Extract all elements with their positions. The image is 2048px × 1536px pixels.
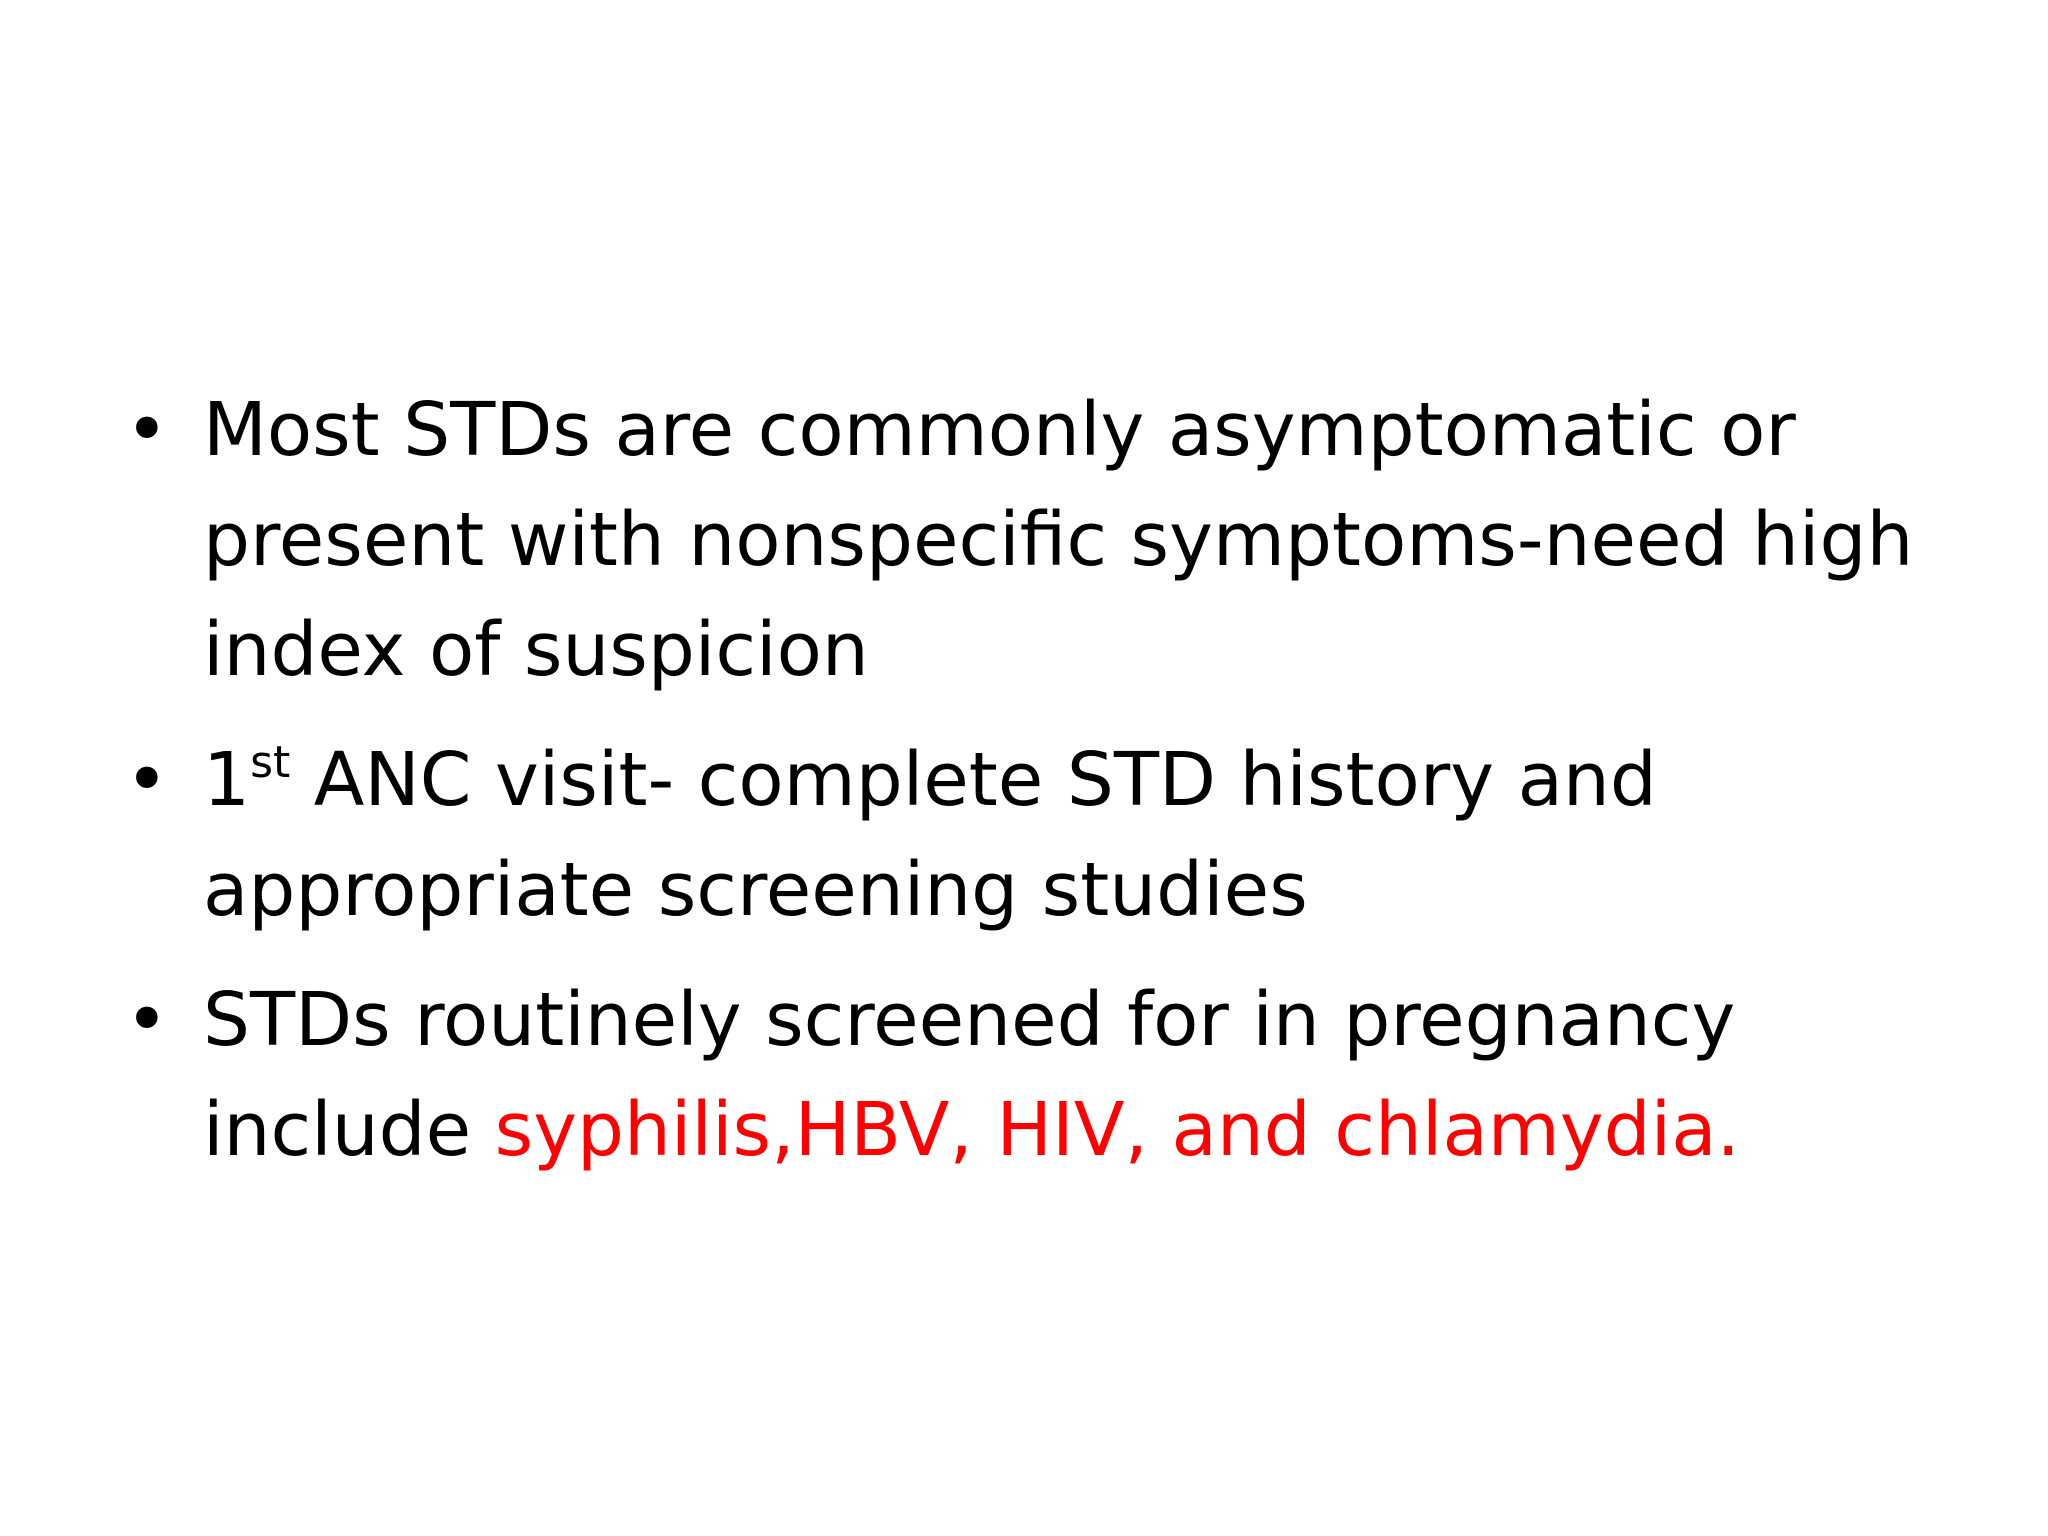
bullet-item bbox=[125, 725, 1975, 945]
bullet-list bbox=[125, 375, 1975, 1205]
bullet-prefix: 1 bbox=[203, 737, 251, 823]
bullet-text: Most STDs are commonly asymptomatic or present with nonspecific symptoms-need high index of suspicion bbox=[203, 387, 1914, 693]
bullet-superscript: st bbox=[250, 737, 291, 788]
bullet-dot-icon: • bbox=[125, 387, 169, 473]
bullet-dot-icon: • bbox=[125, 977, 169, 1063]
highlighted-text: syphilis,HBV, HIV, and chlamydia. bbox=[494, 1087, 1741, 1173]
bullet-text: ANC visit- complete STD history and appropriate screening studies bbox=[203, 737, 1657, 933]
bullet-item bbox=[125, 965, 1975, 1185]
bullet-dot-icon: • bbox=[125, 737, 169, 823]
bullet-text: STDs routinely screened for in pregnancy include bbox=[203, 977, 1736, 1173]
bullet-item bbox=[125, 375, 1975, 705]
